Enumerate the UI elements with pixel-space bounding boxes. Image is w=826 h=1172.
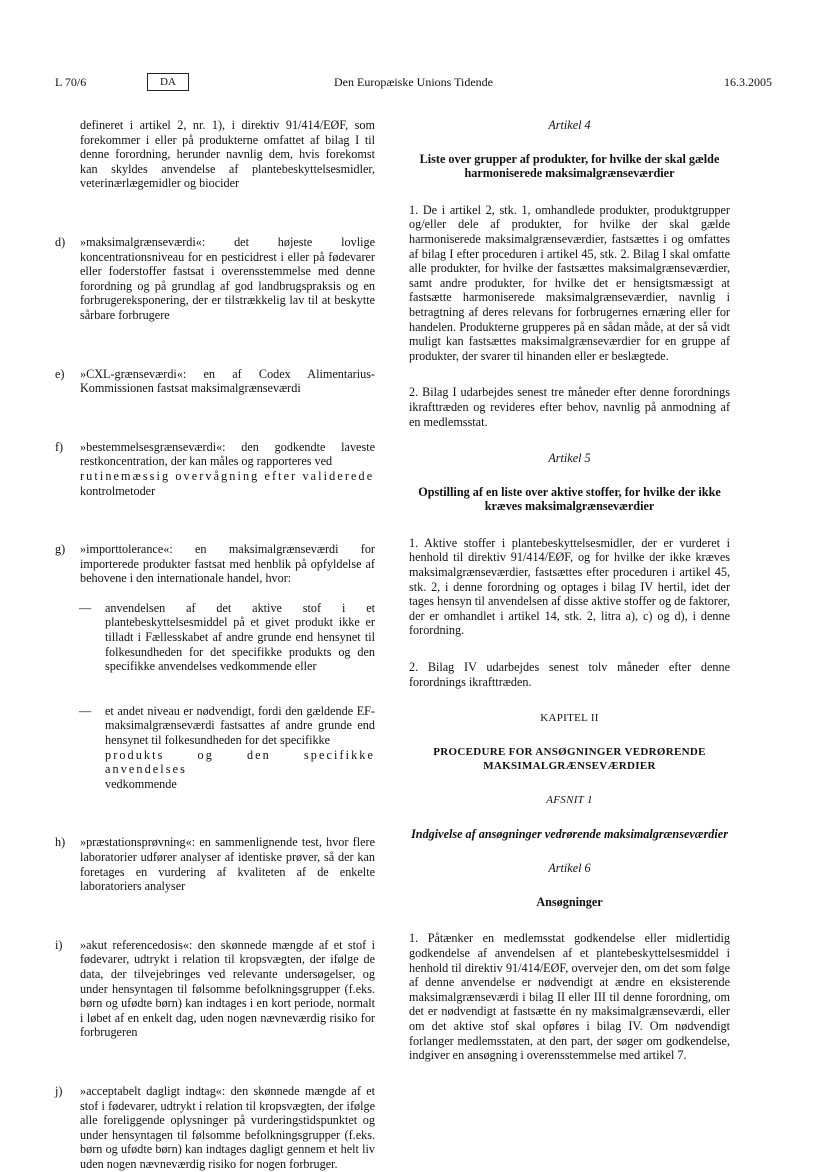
definition-label: i) xyxy=(55,937,63,952)
definition-label: d) xyxy=(55,234,66,249)
definition-e xyxy=(55,367,375,396)
article-4-paragraph-1: 1. De i artikel 2, stk. 1, omhandlede produkter, produktgrupper og/eller dele af produkter, for hvilke der skal gælde harmoniserede maksimalgrænseværdier, fastsættes i og omfattes af bilag I efter proceduren i artikel 45, stk. 2. Bilag I skal omfatte alle produkter, for hvilke der fastsættes maksimalgrænseværdier, samt andre produkter, for hvilke det er hensigtsmæssigt at fastsætte harmoniserede maksimalgrænseværdier, navnlig i betragtning af deres relevans for forbrugernes ernæring eller for handelen. Produkterne grupperes på en sådan måde, at der så vidt muligt kan fastsættes maksimalgrænseværdier for en gruppe af produkter, der svarer til hinanden eller er beslægtede. xyxy=(409,202,730,363)
definition-text: »præstationsprøvning«: en sammenlignende test, hvor flere laboratorier udfører analyser af identiske prøver, så der kan foretages en vurdering af kvaliteten af de enkelte laboratoriers analyser xyxy=(80,835,375,894)
indent-text: et andet niveau er nødvendigt, fordi den gældende EF-maksimalgrænseværdi fastsattes af andre grunde end hensynet til folkesundheden for det specifikke xyxy=(105,703,375,748)
right-column xyxy=(409,118,730,1063)
article-4-paragraph-2: 2. Bilag I udarbejdes senest tre måneder efter denne forordnings ikrafttræden og revideres efter behov, navnlig på anmodning af en medlemsstat. xyxy=(409,385,730,429)
section-label: AFSNIT 1 xyxy=(546,794,593,806)
indent-item-1 xyxy=(55,601,375,674)
page-reference: L 70/6 xyxy=(55,75,87,89)
page-header xyxy=(55,74,772,92)
chapter-label: KAPITEL II xyxy=(540,712,599,725)
article-6-title: Ansøgninger xyxy=(536,894,603,909)
indent-text-spaced: produkts og den specifikke anvendelses xyxy=(105,747,375,777)
chapter-title: PROCEDURE FOR ANSØGNINGER VEDRØRENDE MAKSIMALGRÆNSEVÆRDIER xyxy=(433,745,706,773)
publication-date: 16.3.2005 xyxy=(724,75,772,89)
dash-marker: — xyxy=(79,600,92,615)
section-title: Indgivelse af ansøgninger vedrørende maksimalgrænseværdier xyxy=(411,826,728,841)
definition-label: g) xyxy=(55,542,66,557)
definition-d xyxy=(55,235,375,323)
definition-text: »maksimalgrænseværdi«: det højeste lovlige koncentrationsniveau for en pesticidrest i eller på fødevarer eller foderstoffer fastsat i overensstemmelse med denne forordning og på grundlag af god landbrugspraksis og en forbrugereksponering, der er tilstrækkelig lav til at beskytte sårbare forbrugere xyxy=(80,234,375,322)
definition-label: f) xyxy=(55,439,64,454)
language-badge: DA xyxy=(147,73,189,91)
article-5-paragraph-1: 1. Aktive stoffer i plantebeskyttelsesmidler, der er vurderet i henhold til direktiv 91/414/EØF, og for hvilke der ikke kræves maksimalgrænseværdier, fastsættes efter proceduren i artikel 45, stk. 2, i denne forordning og optages i bilag IV hertil, idet der tages hensyn til anvendelsen af disse aktive stoffer og de faktorer, der er omhandlet i artikel 14, stk. 2, litra a), c) og d), i denne forordning. xyxy=(409,535,730,638)
article-6-label: Artikel 6 xyxy=(548,861,591,876)
article-6-paragraph-1: 1. Påtænker en medlemsstat godkendelse eller midlertidig godkendelse af anvendelsen af et plantebeskyttelsesmiddel i henhold til direktiv 91/414/EØF, overvejer den, om det som følge af denne anvendelse er nødvendigt at ændre en eksisterende maksimalgrænseværdi i bilag II eller III til denne forordning, om det er nødvendigt at fastsætte én ny maksimalgrænseværdi, eller om det aktive stof skal opføres i bilag IV. Om nødvendigt forlanger medlemsstaten, at den part, der søger om godkendelse, indgiver en ansøgning i overensstemmelse med artikel 7. xyxy=(409,931,730,1063)
dash-marker: — xyxy=(79,703,92,718)
definition-text: »bestemmelsesgrænseværdi«: den godkendte laveste restkoncentration, der kan måles og rapporteres ved xyxy=(80,439,375,469)
definition-label: h) xyxy=(55,835,66,850)
article-5-label: Artikel 5 xyxy=(548,451,591,466)
definition-text-end: kontrolmetoder xyxy=(80,483,156,498)
indent-item-2 xyxy=(55,704,375,792)
journal-title: Den Europæiske Unions Tidende xyxy=(334,75,493,89)
article-5-title: Opstilling af en liste over aktive stoffer, for hvilke der ikke kræves maksimalgrænseværdier xyxy=(418,484,721,514)
article-4-title: Liste over grupper af produkter, for hvilke der skal gælde harmoniserede maksimalgrænseværdier xyxy=(419,151,720,181)
definition-j xyxy=(55,1084,375,1172)
article-5-paragraph-2: 2. Bilag IV udarbejdes senest tolv måneder efter denne forordnings ikrafttræden. xyxy=(409,660,730,689)
definition-text: »CXL-grænseværdi«: en af Codex Alimentarius-Kommissionen fastsat maksimalgrænseværdi xyxy=(80,366,375,396)
definition-text: »acceptabelt dagligt indtag«: den skønnede mængde af et stof i fødevarer, udtrykt i relation til kropsvægten, der ifølge alle foreliggende oplysninger på vurderingstidspunktet og under hensyntagen til følsomme befolkningsgrupper (f.eks. børn og ufødte børn) kan indtages dagligt gennem et helt liv uden nogen nævneværdig risiko for nogen forbruger. xyxy=(80,1083,375,1171)
indent-text: anvendelsen af det aktive stof i et plantebeskyttelsesmiddel på et givet produkt ikke er tilladt i Fællesskabet af andre grunde end hensynet til folkesundheden for det specifikke produkts og den specifikke anvendelses vedkommende eller xyxy=(105,600,375,674)
definition-h xyxy=(55,835,375,893)
article-4-label: Artikel 4 xyxy=(548,118,591,132)
definition-label: e) xyxy=(55,366,65,381)
indent-text-end: vedkommende xyxy=(105,776,177,791)
definition-text: »akut referencedosis«: den skønnede mængde af et stof i fødevarer, udtrykt i relation til kropsvægten, der ifølge de data, der tilvejebringes ved relevante undersøgelser, og under hensyntagen til følsomme befolkningsgrupper (f.eks. børn og ufødte børn) kan indtages i en kort periode, normalt i løbet af en enkelt dag, uden nogen nævneværdig risiko for forbrugeren xyxy=(80,937,375,1040)
definition-continuation: defineret i artikel 2, nr. 1), i direktiv 91/414/EØF, som forekommer i eller på produkterne omfattet af bilag I til denne forordning, herunder navnlig dem, hvis forekomst kan skyldes anvendelse af plantebeskyttelsesmidler, veterinærlægemidler og biocider xyxy=(80,118,375,191)
definition-i xyxy=(55,938,375,1040)
definition-text: »importtolerance«: en maksimalgrænseværdi for importerede produkter fastsat med henblik på opfyldelse af behovene i den internationale handel, hvor: xyxy=(80,542,375,586)
definition-text-spaced: rutinemæssig overvågning efter validerede xyxy=(80,468,375,483)
left-column xyxy=(55,118,375,1172)
definition-label: j) xyxy=(55,1083,63,1098)
definition-f xyxy=(55,440,375,498)
definition-g xyxy=(55,542,375,586)
